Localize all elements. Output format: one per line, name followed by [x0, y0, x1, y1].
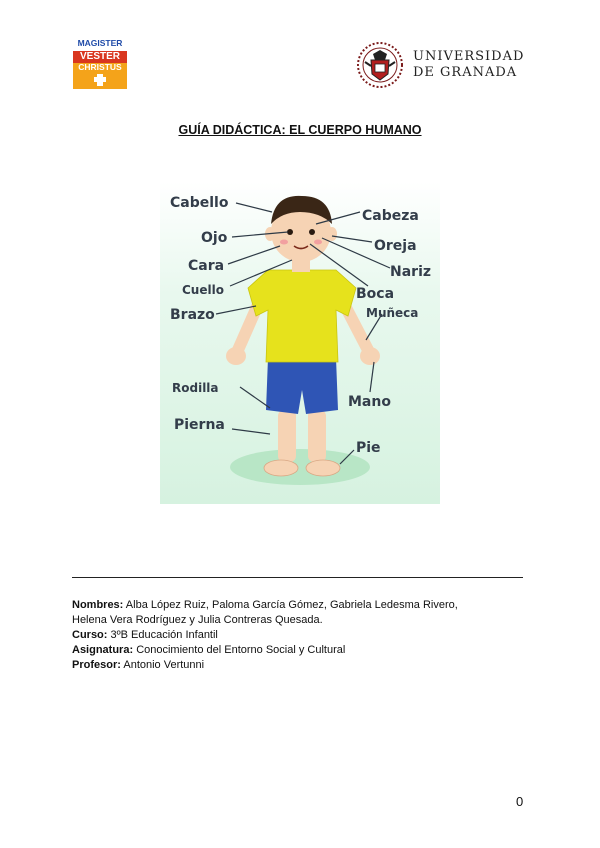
university-name-line2: DE GRANADA — [413, 65, 518, 80]
document-title: GUÍA DIDÁCTICA: EL CUERPO HUMANO — [178, 123, 422, 137]
logo-text-line2: VESTER — [79, 51, 121, 62]
label-cabeza: Cabeza — [362, 208, 419, 224]
granada-crest-icon — [355, 40, 405, 90]
curso-value: 3ºB Educación Infantil — [110, 629, 218, 641]
asignatura-row — [72, 643, 524, 658]
label-nariz: Nariz — [390, 264, 432, 280]
university-name — [413, 49, 524, 81]
profesor-row — [72, 658, 524, 673]
asignatura-label: Asignatura: — [72, 644, 134, 656]
label-cara: Cara — [188, 258, 225, 274]
label-boca: Boca — [356, 286, 395, 302]
nombres-value-line2: Helena Vera Rodríguez y Julia Contreras Quesada. — [72, 614, 323, 626]
logo-text-line3: CHRISTUS — [78, 62, 122, 72]
nombres-label: Nombres: — [72, 599, 124, 611]
label-brazo: Brazo — [170, 307, 215, 323]
label-pie: Pie — [356, 440, 381, 456]
nombres-value-line1: Alba López Ruiz, Paloma García Gómez, Gabriela Ledesma Rivero, — [125, 599, 458, 611]
profesor-label: Profesor: — [72, 659, 121, 671]
profesor-value: Antonio Vertunni — [123, 659, 205, 671]
university-name-line1: UNIVERSIDAD — [413, 49, 525, 64]
label-ojo: Ojo — [201, 230, 228, 246]
label-cuello: Cuello — [182, 283, 224, 297]
horizontal-rule — [72, 577, 523, 578]
label-pierna: Pierna — [174, 417, 225, 433]
label-cabello: Cabello — [170, 195, 229, 211]
magister-vester-christus-logo — [73, 37, 127, 89]
universidad-de-granada-logo — [355, 40, 525, 90]
body-parts-illustration — [160, 182, 440, 504]
page-number: 0 — [516, 794, 524, 809]
label-oreja: Oreja — [374, 238, 417, 254]
logo-text-line1: MAGISTER — [77, 38, 123, 48]
nombres-row — [72, 598, 524, 613]
curso-row — [72, 628, 524, 643]
asignatura-value: Conocimiento del Entorno Social y Cultural — [136, 644, 346, 656]
label-mano: Mano — [348, 394, 391, 410]
label-muneca: Muñeca — [366, 306, 419, 320]
document-info — [72, 598, 524, 673]
label-rodilla: Rodilla — [172, 381, 219, 395]
curso-label: Curso: — [72, 629, 108, 641]
